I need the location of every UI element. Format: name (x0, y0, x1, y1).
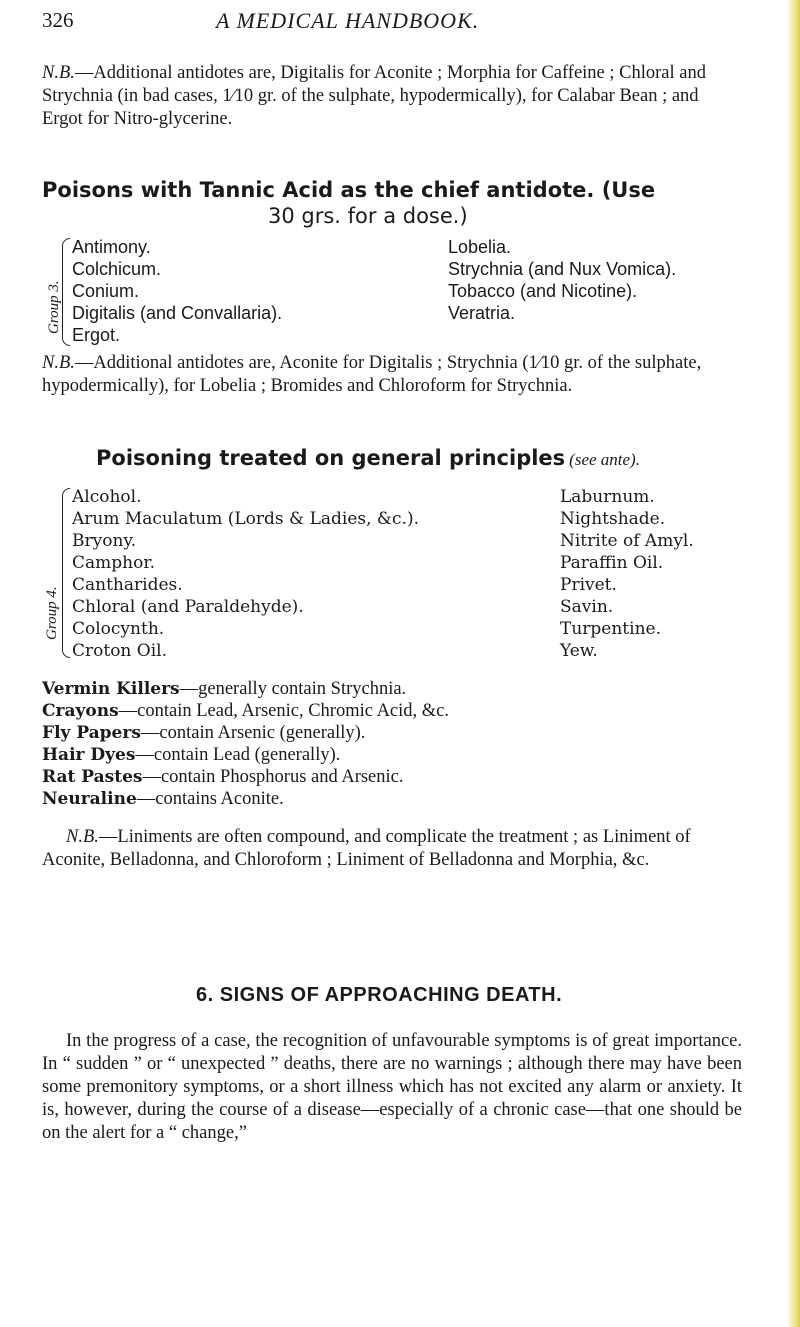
product-name: Crayons (42, 701, 119, 721)
poison-item: Colchicum. (72, 259, 162, 279)
page-number: 326 (42, 8, 74, 32)
product-row (42, 744, 742, 766)
general-list-left (72, 486, 419, 662)
poison-item: Lobelia. (448, 237, 512, 257)
poison-item: Colocynth. (72, 619, 165, 639)
group-label-3: Group 3. (46, 280, 62, 334)
nb-paragraph-1 (42, 62, 742, 131)
product-name: Vermin Killers (42, 679, 180, 699)
poison-item: Bryony. (72, 531, 137, 551)
poison-item: Antimony. (72, 237, 151, 257)
general-heading (96, 446, 640, 470)
poison-item: Nightshade. (560, 509, 666, 529)
general-heading-note: (see ante). (569, 450, 640, 469)
product-text: —contain Arsenic (generally). (140, 723, 366, 743)
nb-label: N.B. (42, 63, 75, 83)
nb-paragraph-2 (42, 352, 742, 398)
product-row (42, 678, 742, 700)
page-edge-stain (786, 0, 800, 1327)
group-label-4: Group 4. (44, 586, 60, 640)
tannic-list-left (72, 236, 282, 346)
group-brace (62, 238, 70, 346)
running-title: A MEDICAL HANDBOOK. (216, 8, 480, 33)
product-row (42, 766, 742, 788)
poison-item: Paraffin Oil. (560, 553, 664, 573)
poison-item: Privet. (560, 575, 617, 595)
section-body-text: In the progress of a case, the recognition of unfavourable symptoms is of great importance. In “ sudden ” or “ unexpected ” deaths, there are no warnings ; although there may have been some premonitory symptoms, or a short illness which has not excited any alarm or anxiety. It is, however, during the course of a disease—especially of a chronic case—that one should be on the alert for a “ change,” (42, 1031, 742, 1143)
poison-item: Camphor. (72, 553, 155, 573)
product-row (42, 722, 742, 744)
product-text: —contain Lead, Arsenic, Chromic Acid, &c. (118, 701, 450, 721)
product-name: Fly Papers (42, 723, 141, 743)
tannic-heading-line1: Poisons with Tannic Acid as the chief antidote. (Use (42, 178, 656, 202)
poison-item: Arum Maculatum (Lords & Ladies, &c.). (72, 509, 420, 529)
product-name: Rat Pastes (42, 767, 143, 787)
nb-text: —Additional antidotes are, Digitalis for Aconite ; Morphia for Caffeine ; Chloral and Strychnia (in bad cases, 1⁄10 gr. of the sulphate, hypodermically), for Calabar Bean ; and Ergot for Nitro-glycerine. (42, 63, 706, 129)
poison-item: Ergot. (72, 325, 121, 345)
section-heading: 6. SIGNS OF APPROACHING DEATH. (196, 984, 563, 1006)
tannic-heading-line2: 30 grs. for a dose.) (268, 204, 468, 228)
product-name: Hair Dyes (42, 745, 136, 765)
poison-item: Turpentine. (560, 619, 661, 639)
nb-text: —Liniments are often compound, and complicate the treatment ; as Liniment of Aconite, Belladonna, and Chloroform ; Liniment of Belladonna and Morphia, &c. (42, 827, 691, 870)
poison-item: Yew. (560, 641, 598, 661)
section-body (42, 1030, 742, 1145)
nb-label: N.B. (66, 827, 99, 847)
poison-item: Savin. (560, 597, 614, 617)
product-row (42, 788, 742, 810)
nb-text: —Additional antidotes are, Aconite for Digitalis ; Strychnia (1⁄10 gr. of the sulphate, hypodermically), for Lobelia ; Bromides and Chloroform for Strychnia. (42, 353, 702, 396)
product-text: —contain Phosphorus and Arsenic. (142, 767, 404, 787)
poison-item: Strychnia (and Nux Vomica). (448, 259, 677, 279)
poison-item: Laburnum. (560, 487, 655, 507)
poison-item: Chloral (and Paraldehyde). (72, 597, 304, 617)
group-brace (62, 488, 70, 658)
poison-item: Digitalis (and Convallaria). (72, 303, 283, 323)
general-list-right (560, 486, 694, 662)
product-name: Neuraline (42, 789, 137, 809)
poison-item: Conium. (72, 281, 140, 301)
poison-item: Veratria. (448, 303, 516, 323)
product-list (42, 678, 742, 810)
poison-item: Croton Oil. (72, 641, 168, 661)
product-text: —contains Aconite. (136, 789, 284, 809)
poison-item: Alcohol. (72, 487, 142, 507)
nb-label: N.B. (42, 353, 75, 373)
nb-paragraph-3 (42, 826, 742, 872)
tannic-list-right (448, 236, 676, 324)
product-row (42, 700, 742, 722)
product-text: —contain Lead (generally). (135, 745, 341, 765)
poison-item: Nitrite of Amyl. (560, 531, 694, 551)
general-heading-text: Poisoning treated on general principles (96, 446, 566, 470)
poison-item: Tobacco (and Nicotine). (448, 281, 638, 301)
poison-item: Cantharides. (72, 575, 183, 595)
product-text: —generally contain Strychnia. (179, 679, 407, 699)
